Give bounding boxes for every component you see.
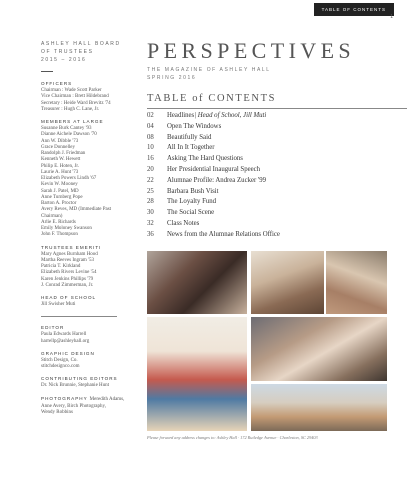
section-heading: OFFICERS	[41, 81, 73, 86]
toc-entry-title: Class Notes	[167, 219, 200, 227]
subtitle-line: SPRING 2016	[147, 75, 197, 81]
toc-page-number: 25	[147, 187, 154, 195]
board-member: Emily Moloney Swanson	[41, 226, 92, 231]
photo-students-lab	[147, 251, 247, 314]
credit-line: stitchdesignco.com	[41, 364, 80, 369]
board-member: Mary Agnes Burnham Hood	[41, 251, 98, 257]
board-member: Martha Reeves Ingram '53	[41, 257, 94, 263]
toc-list	[147, 111, 407, 241]
board-member: John F. Thompson	[41, 232, 78, 238]
credit-line: Wendy Robbins	[41, 409, 73, 415]
board-member: Sarah J. Patel, MD	[41, 188, 79, 194]
toc-entry[interactable]	[147, 230, 407, 241]
board-member: Dianne Aichele Dawson '70	[41, 132, 97, 138]
top-bar	[0, 0, 415, 22]
photo-singer-guitar	[251, 251, 324, 314]
credit-heading	[41, 351, 133, 356]
board-sections	[41, 81, 133, 308]
toc-entry-title: The Social Scene	[167, 209, 215, 217]
board-member: Treasurer : Hugh C. Lane, Jr.	[41, 106, 100, 112]
section-heading: MEMBERS AT LARGE	[41, 119, 104, 124]
board-member: Laurie A. Hunt '73	[41, 169, 79, 175]
toc-entry-title: Barbara Bush Visit	[167, 187, 219, 195]
photo-girl-performing	[326, 251, 387, 314]
credit-line: Paula Edwards Harrell	[41, 332, 87, 338]
toc-page-number: 22	[147, 176, 154, 184]
board-column	[41, 40, 133, 416]
board-member: Chairman)	[41, 213, 63, 219]
toc-entry[interactable]	[147, 197, 407, 208]
photo-beach	[251, 384, 387, 431]
toc-entry[interactable]	[147, 154, 407, 165]
divider	[41, 316, 117, 317]
photo-painting	[147, 317, 247, 431]
board-member: Anne Turnberg Pope	[41, 194, 83, 200]
board-title-line: 2015 – 2016	[41, 57, 87, 63]
toc-page-number: 32	[147, 219, 154, 227]
credit-heading	[41, 376, 133, 381]
board-member: Grace Donnelley	[41, 144, 76, 150]
toc-entry[interactable]	[147, 122, 407, 133]
toc-title: TABLE of CONTENTS	[147, 93, 277, 104]
section-tag: TABLE OF CONTENTS	[314, 3, 394, 16]
toc-entry-title: Open The Windows	[167, 122, 222, 130]
board-member: Kevin W. Mooney	[41, 182, 78, 188]
toc-page-number: 08	[147, 133, 154, 141]
magazine-subtitle	[147, 66, 271, 82]
editorial-credits	[41, 325, 133, 416]
board-member: Jill Swisher Muti	[41, 302, 76, 307]
toc-page-number: 16	[147, 155, 154, 163]
board-member: Patricia T. Kirkland	[41, 264, 81, 269]
credit-heading-label: PHOTOGRAPHY	[41, 395, 88, 401]
divider	[147, 108, 407, 109]
toc-page-number: 02	[147, 112, 154, 119]
board-member: Kenneth W. Hewett	[41, 157, 81, 163]
board-member: Arlie E. Richards	[41, 219, 76, 225]
toc-entry[interactable]	[147, 208, 407, 219]
toc-entry-title: Asking The Hard Questions	[167, 155, 243, 163]
board-member: Susanne Burk Cantey '93	[41, 126, 92, 131]
credit-heading-label: CONTRIBUTING EDITORS	[41, 376, 118, 382]
toc-entry-title: All In It Together	[167, 144, 215, 152]
toc-entry[interactable]	[147, 187, 407, 198]
toc-page-number: 30	[147, 209, 154, 217]
credit-heading	[41, 325, 133, 330]
section-heading: HEAD OF SCHOOL	[41, 295, 97, 300]
board-member: Randolph J. Friedman	[41, 151, 86, 156]
magazine-title: PERSPECTIVES	[147, 38, 356, 63]
board-member: Chairman : Wade Scott Parker	[41, 88, 102, 93]
credit-line: Meredith Adams,	[89, 396, 125, 402]
toc-entry-title: The Loyalty Fund	[167, 198, 217, 206]
toc-entry-title: Beautifully Said	[167, 133, 212, 141]
toc-entry[interactable]	[147, 133, 407, 144]
credit-line: Stitch Design, Co.	[41, 357, 78, 363]
board-member: Vice Chairman : Brett Hildebrand	[41, 94, 109, 100]
toc-entry-title: News from the Alumnae Relations Office	[167, 230, 280, 238]
page-number: 1	[390, 14, 393, 20]
credit-heading	[41, 396, 133, 402]
divider	[41, 71, 53, 72]
board-member: Karen Jenkins Phillips '79	[41, 276, 94, 282]
toc-entry[interactable]	[147, 143, 407, 154]
toc-entry[interactable]	[147, 111, 407, 122]
toc-entry-title: Headlines	[167, 112, 195, 119]
credit-heading-label: GRAPHIC DESIGN	[41, 350, 95, 356]
board-title-line: OF TRUSTEES	[41, 49, 94, 55]
board-member: Barton A. Proctor	[41, 201, 77, 206]
board-title-line: ASHLEY HALL BOARD	[41, 41, 121, 47]
toc-entry[interactable]	[147, 176, 407, 187]
toc-entry[interactable]	[147, 165, 407, 176]
board-member: Ann W. Dibble '73	[41, 138, 79, 144]
credit-line: Anne Avery, Birch Photography,	[41, 403, 106, 409]
toc-entry-note: | Head of School, Jill Muti	[194, 112, 267, 119]
section-heading: TRUSTEES EMERITI	[41, 244, 102, 250]
toc-page-number: 10	[147, 144, 154, 152]
credit-line: harrellp@ashleyhall.org	[41, 338, 90, 344]
credit-line: Dr. Nick Brunnie, Stephanie Hunt	[41, 383, 110, 389]
toc-page-number: 04	[147, 122, 154, 130]
photo-classroom	[251, 317, 387, 381]
board-title	[41, 40, 133, 64]
address-caption: Please forward any address changes to: Ashley Hall · 172 Rutledge Avenue · Charleston, SC 29403	[147, 435, 318, 440]
subtitle-line: THE MAGAZINE OF ASHLEY HALL	[147, 67, 271, 73]
board-member: J. Conrad Zimmerman, Jr.	[41, 282, 94, 288]
board-member: Philip E. Hoten, Jr.	[41, 163, 80, 169]
toc-page-number: 36	[147, 230, 154, 238]
credit-heading-label: EDITOR	[41, 325, 65, 331]
toc-entry[interactable]	[147, 219, 407, 230]
board-member: Secretary : Heide Ward Brevitz '74	[41, 100, 111, 106]
toc-page-number: 20	[147, 165, 154, 173]
board-member: Avery Reves, MD (Immediate Past	[41, 207, 112, 213]
board-member: Elizabeth Powers Lindh '67	[41, 176, 97, 181]
toc-page-number: 28	[147, 198, 154, 206]
toc-entry-title: Her Presidential Inaugural Speech	[167, 165, 261, 173]
toc-entry-title: Alumnae Profile: Andrea Zucker '99	[167, 176, 266, 184]
board-member: Elizabeth Rivers Levine '54	[41, 270, 97, 276]
